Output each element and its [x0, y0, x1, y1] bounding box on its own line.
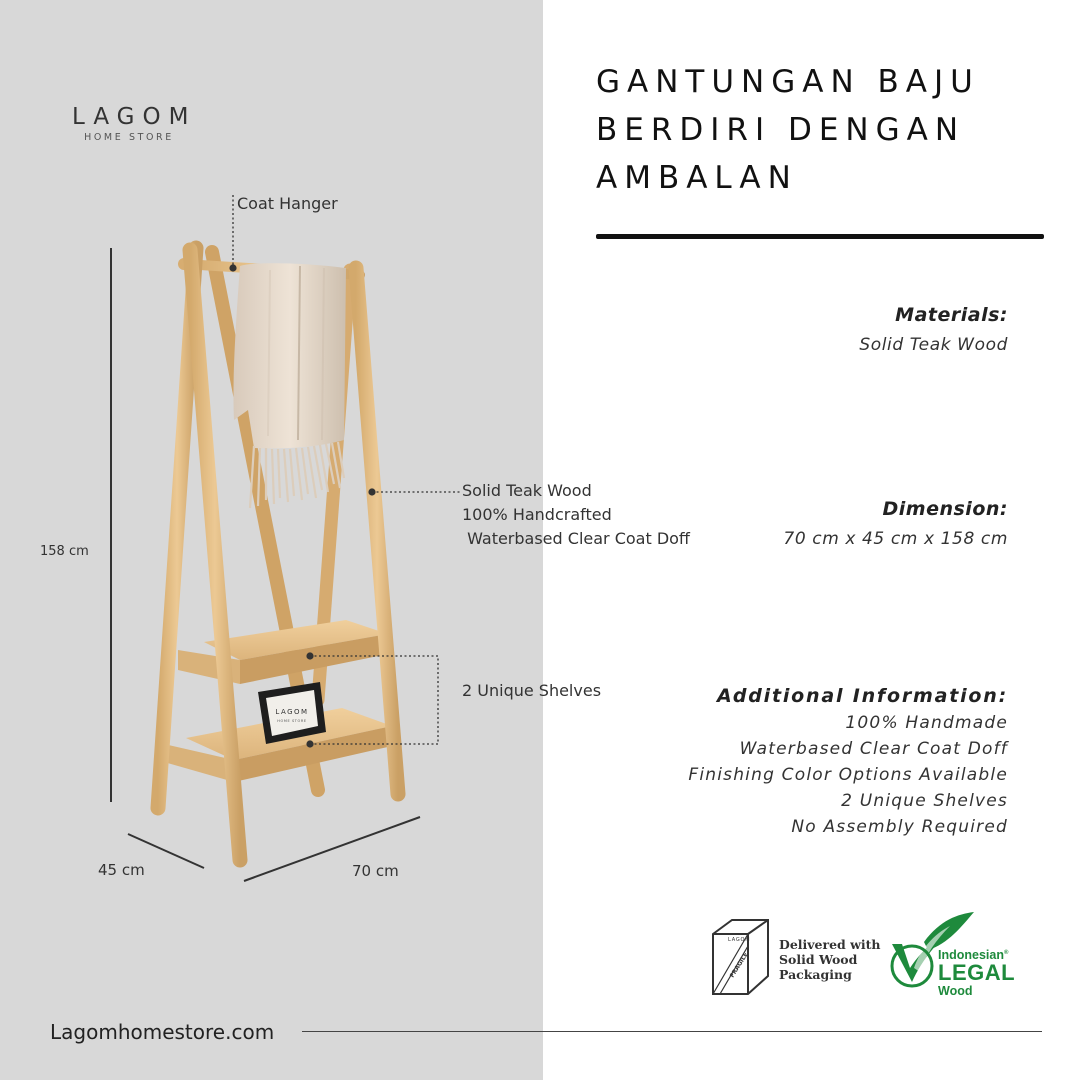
- brand-logo: [64, 104, 197, 143]
- legal-wood-badge-text: [938, 948, 1015, 998]
- title-line: AMBALAN: [596, 160, 798, 196]
- additional-info-item: No Assembly Required: [791, 817, 1008, 837]
- wood-callout-line: 100% Handcrafted: [462, 505, 612, 524]
- frame-logo-subtext: HOME STORE: [277, 719, 307, 723]
- materials-value: Solid Teak Wood: [859, 335, 1008, 355]
- legal-line-1: Indonesian: [938, 948, 1004, 962]
- wood-callout-line: Solid Teak Wood: [462, 481, 592, 500]
- additional-info-section: [688, 685, 1008, 840]
- brand-name: LAGOM: [72, 104, 197, 130]
- legal-line-2: LEGAL: [938, 960, 1016, 985]
- materials-heading: Materials:: [895, 304, 1008, 326]
- footer-divider: [302, 1031, 1042, 1032]
- additional-info-item: 2 Unique Shelves: [841, 791, 1008, 811]
- title-line: GANTUNGAN BAJU: [596, 64, 980, 100]
- dimension-section: [783, 498, 1008, 552]
- dimension-heading: Dimension:: [882, 498, 1008, 520]
- dimension-value: 70 cm x 45 cm x 158 cm: [783, 529, 1008, 549]
- website-link[interactable]: Lagomhomestore.com: [50, 1020, 275, 1044]
- delivery-badge-text: [779, 937, 881, 982]
- delivery-line: Packaging: [779, 967, 852, 982]
- width-label: 70 cm: [352, 862, 399, 880]
- additional-info-item: 100% Handmade: [845, 713, 1008, 733]
- additional-info-item: Finishing Color Options Available: [688, 765, 1008, 785]
- fragile-text: FRAGILE: [728, 951, 750, 980]
- height-label: 158 cm: [40, 544, 89, 559]
- delivery-line: Solid Wood: [779, 952, 858, 967]
- shelves-callout: 2 Unique Shelves: [462, 681, 602, 700]
- legal-line-3: Wood: [938, 984, 973, 998]
- materials-section: [859, 304, 1008, 358]
- brand-tagline: HOME STORE: [84, 132, 174, 143]
- coat-hanger-callout: Coat Hanger: [237, 194, 338, 213]
- frame-logo-text: LAGOM: [275, 708, 309, 716]
- additional-info-heading: Additional Information:: [716, 685, 1008, 707]
- wood-callout-line: Waterbased Clear Coat Doff: [462, 529, 690, 548]
- depth-label: 45 cm: [98, 861, 145, 879]
- title-divider: [596, 234, 1044, 239]
- wood-callout: [462, 479, 690, 551]
- title-line: BERDIRI DENGAN: [596, 112, 966, 148]
- product-title: [596, 58, 980, 202]
- additional-info-item: Waterbased Clear Coat Doff: [739, 739, 1008, 759]
- box-logo-text: LAGOM: [728, 937, 751, 943]
- registered-mark: ®: [1003, 949, 1009, 956]
- delivery-line: Delivered with: [779, 937, 881, 952]
